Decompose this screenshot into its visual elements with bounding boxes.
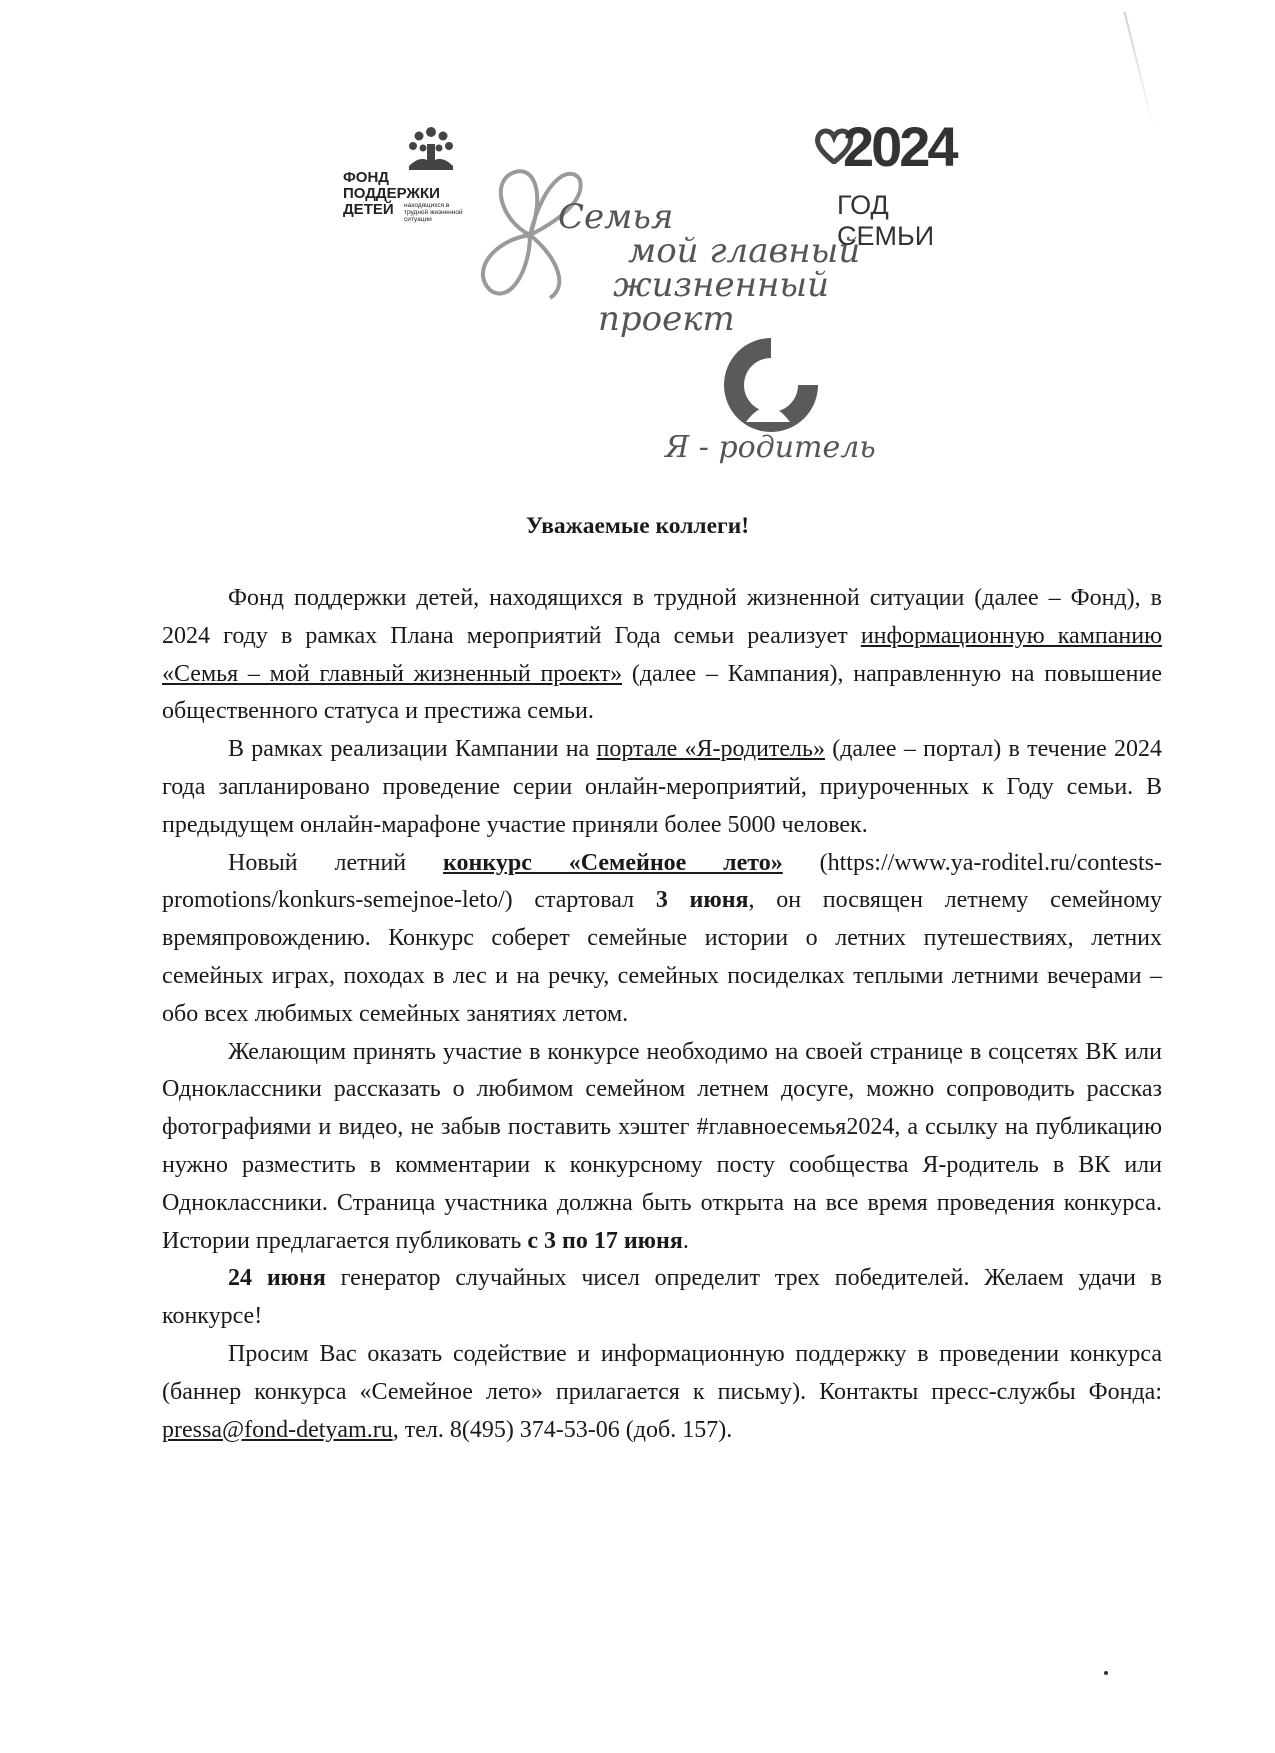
fund-logo [343, 122, 468, 247]
paragraph-2: В рамках реализации Кампании на портале «Я-родитель» (далее – портал) в течение 2024 года запланировано проведение серии онлайн-мероприятий, приуроченных к Году семьи. В предыдущем онлайн-марафоне участие приняли более 5000 человек. [162, 736, 1162, 838]
scan-edge-line [1124, 12, 1155, 129]
paragraph-3: Новый летний конкурс «Семейное лето» (https://www.ya-roditel.ru/contests-promotions/konkurs-semejnoe-leto/) стартовал 3 июня, он посвящен летнему семейному времяпровождению. Конкурс соберет семейные истории о летних путешествиях, летних семейных играх, походах в лес и на речку, семейных посиделках теплыми летними вечерами – обо всех любимых семейных занятиях летом. [162, 849, 1163, 1027]
paragraph-1: Фонд поддержки детей, находящихся в трудной жизненной ситуации (далее – Фонд), в 2024 году в рамках Плана мероприятий Года семьи реализует информационную кампанию «Семья – мой главный жизненный проект» (далее – Кампания), направленную на повышение общественного статуса и престижа семьи. [162, 585, 1163, 725]
year-label: ГОД СЕМЬИ [837, 190, 935, 251]
parent-child-icon [716, 330, 826, 440]
portal-link[interactable]: портале «Я-родитель» [596, 736, 825, 763]
paragraph-6: Просим Вас оказать содействие и информационную поддержку в проведении конкурса (баннер конкурса «Семейное лето» прилагается к письму). Контакты пресс-службы Фонда: pressa@fond-detyam.ru, тел. 8(495) 374-53-06 (доб. 157). [162, 1340, 1162, 1443]
campaign-emblem [460, 160, 890, 480]
contest-link[interactable]: конкурс «Семейное лето» [443, 849, 783, 876]
letter-body [162, 580, 1162, 1449]
fund-subline: находящихся в трудной жизненной ситуации [404, 202, 463, 223]
greeting: Уважаемые коллеги! [525, 513, 750, 539]
scan-speck [1104, 1671, 1108, 1675]
year-number: 2024 [843, 115, 956, 178]
paragraph-4: Желающим принять участие в конкурсе необходимо на своей странице в соцсетях ВК или Одноклассники рассказать о любимом семейном летнем досуге, можно сопроводить рассказ фотографиями и видео, не забыв поставить хэштег #главноесемья2024, а ссылку на публикацию нужно разместить в комментарии к конкурсному посту сообщества Я-родитель в ВК или Одноклассники. Страница участника должна быть открыта на все время проведения конкурса. Истории предлагается публиковать с 3 по 17 июня. [162, 1038, 1162, 1254]
publication-period: с 3 по 17 июня [527, 1227, 683, 1254]
paragraph-5: 24 июня генератор случайных чисел определит трех победителей. Желаем удачи в конкурсе! [162, 1265, 1162, 1330]
campaign-link[interactable]: информационную кампанию «Семья – мой главный жизненный проект» [162, 622, 1163, 687]
start-date: 3 июня [655, 887, 749, 914]
winners-date: 24 июня [228, 1265, 326, 1292]
portal-name: Я - родитель [665, 430, 876, 465]
fund-name: ФОНД ПОДДЕРЖКИ ДЕТЕЙ находящихся в трудной жизненной ситуации [343, 169, 463, 223]
press-email-link[interactable]: pressa@fond-detyam.ru [162, 1416, 393, 1443]
tree-hands-icon [405, 122, 457, 172]
campaign-slogan: Семья мой главный жизненный проект [558, 197, 861, 339]
